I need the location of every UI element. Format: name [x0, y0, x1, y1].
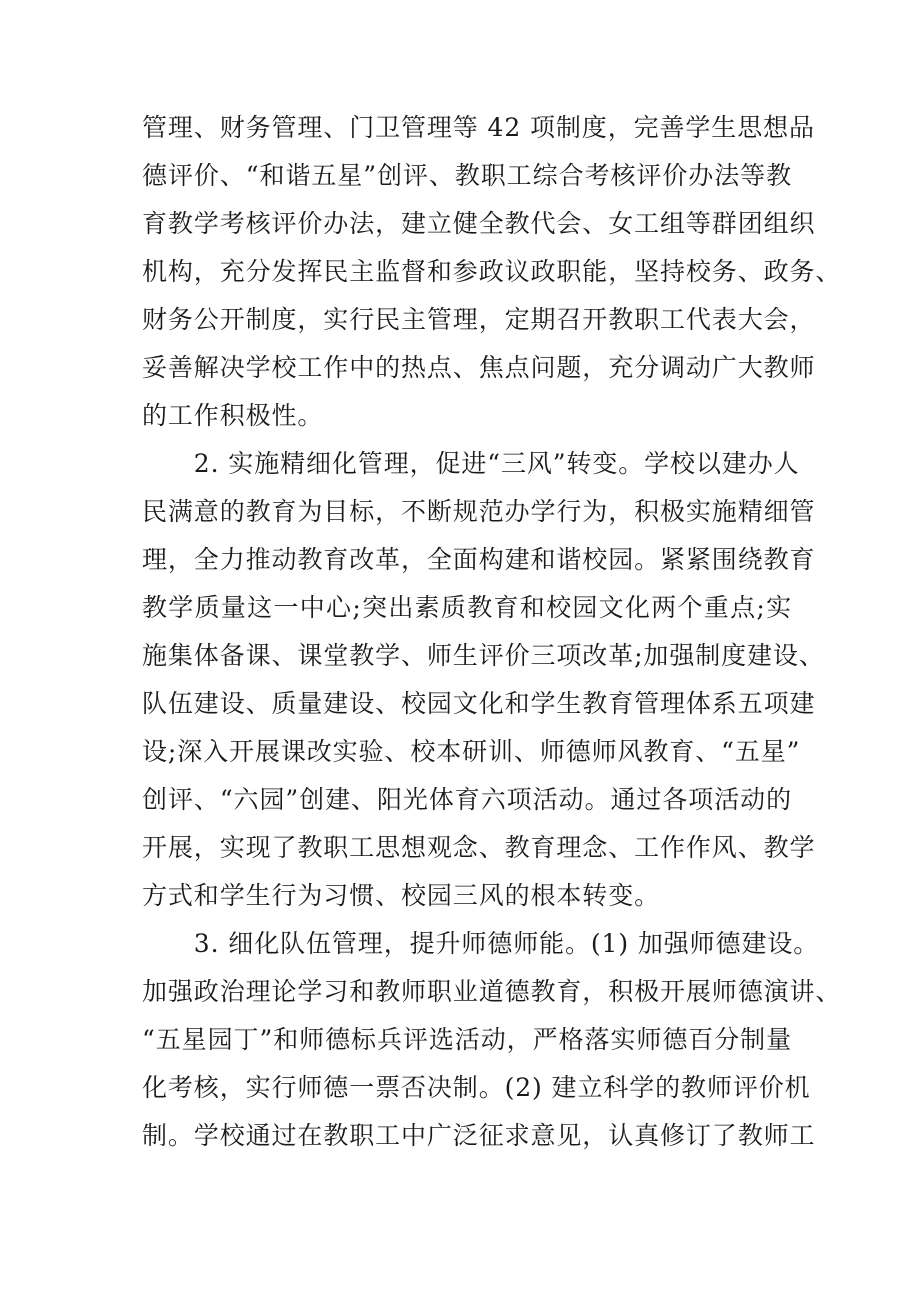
text-line: 施集体备课、课堂教学、师生评价三项改革;加强制度建设、 — [142, 641, 825, 670]
text-line: 财务公开制度，实行民主管理，定期召开教职工代表大会， — [142, 305, 816, 334]
text-line: “五星园丁”和师德标兵评选活动，严格落实师德百分制量 — [142, 1025, 792, 1054]
text-line: 的工作积极性。 — [142, 401, 324, 430]
text-line: 开展，实现了教职工思想观念、教育理念、工作作风、教学 — [142, 833, 816, 862]
body-text — [142, 104, 842, 1160]
text-line: 机构，充分发挥民主监督和参政议政职能，坚持校务、政务、 — [142, 257, 842, 286]
text-line: 理，全力推动教育改革，全面构建和谐校园。紧紧围绕教育 — [142, 545, 816, 574]
text-line: 民满意的教育为目标，不断规范办学行为，积极实施精细管 — [142, 497, 816, 526]
text-line: 设;深入开展课改实验、校本研训、师德师风教育、“五星” — [142, 737, 801, 766]
text-line: 制。学校通过在教职工中广泛征求意见，认真修订了教师工 — [142, 1121, 816, 1150]
text-line: 化考核，实行师德一票否决制。(2) 建立科学的教师评价机 — [142, 1073, 811, 1102]
paragraph-1 — [142, 104, 842, 440]
text-line: 育教学考核评价办法，建立健全教代会、女工组等群团组织 — [142, 209, 816, 238]
text-line: 2. 实施精细化管理，促进“三风”转变。学校以建办人 — [142, 449, 800, 478]
text-line: 妥善解决学校工作中的热点、焦点问题，充分调动广大教师 — [142, 353, 816, 382]
paragraph-3 — [142, 920, 842, 1160]
text-line: 队伍建设、质量建设、校园文化和学生教育管理体系五项建 — [142, 689, 816, 718]
text-line: 方式和学生行为习惯、校园三风的根本转变。 — [142, 881, 661, 910]
text-line: 管理、财务管理、门卫管理等 42 项制度，完善学生思想品 — [142, 113, 815, 142]
text-line: 教学质量这一中心;突出素质教育和校园文化两个重点;实 — [142, 593, 792, 622]
text-line: 德评价、“和谐五星”创评、教职工综合考核评价办法等教 — [142, 161, 792, 190]
paragraph-2 — [142, 440, 825, 920]
text-line: 加强政治理论学习和教师职业道德教育，积极开展师德演讲、 — [142, 977, 842, 1006]
text-line: 创评、“六园”创建、阳光体育六项活动。通过各项活动的 — [142, 785, 792, 814]
text-line: 3. 细化队伍管理，提升师德师能。(1) 加强师德建设。 — [142, 929, 820, 958]
